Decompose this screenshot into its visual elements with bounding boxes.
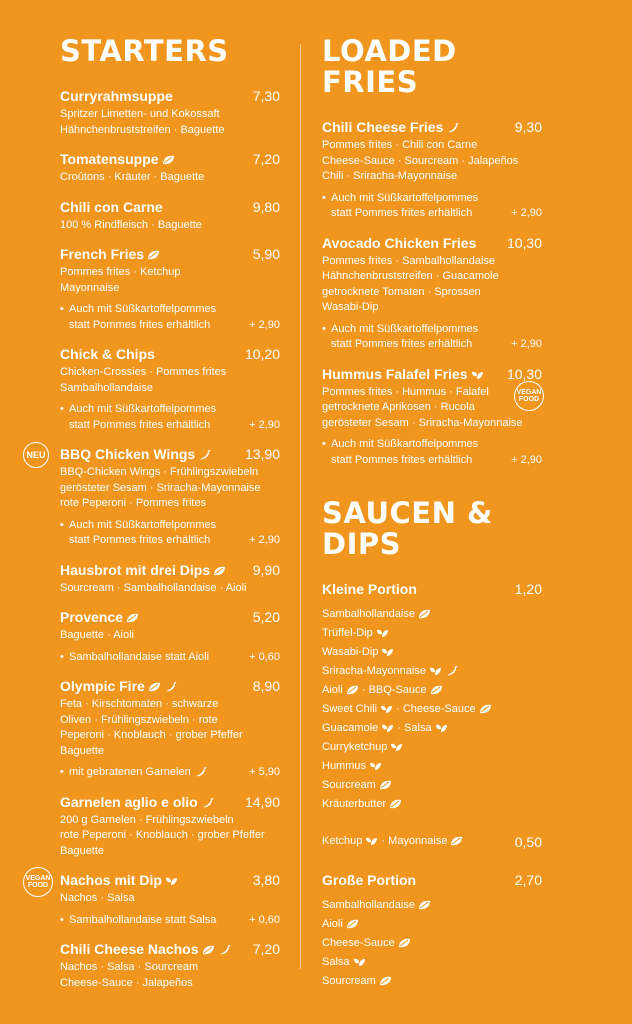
option-line: statt Pommes frites erhältlich xyxy=(69,318,211,331)
sauce-name: Cheese-Sauce xyxy=(322,937,395,949)
item-header xyxy=(60,561,280,579)
description-line: Cheese-Sauce · Sourcream · Jalapeños xyxy=(322,154,519,167)
item-name: BBQ Chicken Wings xyxy=(60,446,196,462)
option-text xyxy=(60,913,216,929)
vegan-badge-text: FOOD xyxy=(518,395,540,403)
chili-icon xyxy=(164,682,177,692)
starters-list xyxy=(25,87,280,991)
item-description xyxy=(322,254,542,316)
sauce-name: Kräuterbutter xyxy=(322,798,387,810)
option-text xyxy=(60,518,216,549)
vegan-food-badge xyxy=(23,867,53,897)
item-price: 5,20 xyxy=(252,609,280,625)
vegan-leaf-icon xyxy=(380,704,393,714)
menu-item xyxy=(60,87,280,138)
menu-item xyxy=(322,365,542,469)
item-option xyxy=(60,402,280,433)
item-header xyxy=(60,245,280,263)
portion-label: Große Portion xyxy=(322,872,417,888)
item-option xyxy=(60,650,280,666)
separator: · xyxy=(393,703,403,715)
description-line: Cheese-Sauce · Jalapeños xyxy=(60,976,193,989)
vegan-badge-text: VEGAN xyxy=(516,388,542,396)
item-name: Chili con Carne xyxy=(60,198,163,215)
menu-item xyxy=(60,793,280,860)
loaded-fries-column xyxy=(322,36,542,991)
sauce-name: Salsa xyxy=(322,956,350,968)
sauce-line xyxy=(322,624,542,643)
menu-item xyxy=(60,150,280,186)
description-line: getrocknete Tomaten · Sprossen xyxy=(322,285,481,298)
sauce-line xyxy=(322,795,542,814)
description-line: Baguette xyxy=(60,844,105,857)
item-price: 7,30 xyxy=(252,88,280,104)
item-name-wrap xyxy=(60,677,177,695)
veggie-leaf-icon xyxy=(126,613,139,623)
option-text xyxy=(322,437,478,468)
sauce-name: Ketchup xyxy=(322,835,363,847)
description-line: gerösteter Sesam · Sriracha-Mayonnaise xyxy=(322,416,523,429)
option-text xyxy=(60,650,209,666)
item-description xyxy=(60,697,280,759)
item-name: Avocado Chicken Fries xyxy=(322,234,477,251)
item-name: Tomatensuppe xyxy=(60,151,159,167)
description-line: Oliven · Frühlingszwiebeln · rote xyxy=(60,713,218,726)
description-line: gerösteter Sesam · Sriracha-Mayonnaise xyxy=(60,481,261,494)
menu-item xyxy=(322,234,542,353)
sauces-title-line1: SAUCEN & xyxy=(322,496,493,530)
item-price: 10,30 xyxy=(506,234,542,251)
menu-item xyxy=(60,198,280,234)
vegan-leaf-icon xyxy=(165,876,178,886)
vegan-leaf-icon xyxy=(429,666,442,676)
description-line: Peperoni · Knoblauch · grober Pfeffer xyxy=(60,729,243,741)
item-price: 9,90 xyxy=(252,561,280,578)
sauce-name: Aioli xyxy=(322,684,343,696)
description-line: 200 g Garnelen · Frühlingszwiebeln xyxy=(60,813,234,826)
description-line: rote Peperoni · Pommes frites xyxy=(60,497,207,509)
item-price: 3,80 xyxy=(252,872,280,888)
item-option xyxy=(60,913,280,929)
item-name: French Fries xyxy=(60,246,145,262)
item-header xyxy=(60,871,280,889)
menu-item xyxy=(60,245,280,333)
veggie-leaf-icon xyxy=(147,250,160,260)
sauce-line xyxy=(322,934,542,953)
item-header xyxy=(60,345,280,363)
vegan-leaf-icon xyxy=(435,723,448,733)
small-portion-block xyxy=(322,580,542,814)
item-name-wrap xyxy=(60,245,160,263)
item-header xyxy=(60,445,280,463)
item-name-wrap xyxy=(322,234,476,252)
chili-icon xyxy=(218,945,231,955)
sauce-name: BBQ-Sauce xyxy=(368,684,427,696)
separator: · xyxy=(358,684,369,696)
description-line: BBQ-Chicken Wings · Frühlingszwiebeln xyxy=(60,466,259,478)
item-description xyxy=(322,385,542,432)
option-price: + 2,90 xyxy=(249,318,280,331)
item-description xyxy=(322,138,542,185)
description-line: rote Peperoni · Knoblauch · grober Pfeffer xyxy=(60,829,265,841)
item-name: Olympic Fire xyxy=(60,678,145,694)
option-line: statt Pommes frites erhältlich xyxy=(331,207,473,219)
option-line: statt Pommes frites erhältlich xyxy=(69,418,211,431)
extra-sauces-row xyxy=(322,832,542,851)
vegan-leaf-icon xyxy=(365,836,378,846)
item-name-wrap xyxy=(60,445,211,463)
option-line: • Auch mit Süßkartoffelpommes xyxy=(331,191,479,204)
item-description xyxy=(60,628,280,644)
veggie-leaf-icon xyxy=(202,945,215,955)
sauce-line xyxy=(322,738,542,757)
item-name-wrap xyxy=(60,608,139,626)
sauce-name: Sriracha-Mayonnaise xyxy=(322,665,426,677)
description-line: Pommes frites · Chili con Carne xyxy=(322,139,478,151)
description-line: Nachos · Salsa xyxy=(60,892,135,904)
veggie-leaf-icon xyxy=(450,836,463,846)
option-line: • mit gebratenen Garnelen xyxy=(69,765,207,781)
item-description xyxy=(60,218,280,234)
portion-price: 1,20 xyxy=(514,581,542,597)
item-description xyxy=(60,960,280,991)
item-name-wrap xyxy=(60,87,173,105)
loaded-fries-list xyxy=(322,118,542,468)
sauce-name: Hummus xyxy=(322,760,367,772)
item-price: 8,90 xyxy=(252,678,280,694)
item-name-wrap xyxy=(60,871,178,889)
option-text xyxy=(60,402,216,433)
description-line: Chicken-Crossies · Pommes frites xyxy=(60,366,227,378)
item-name: Nachos mit Dip xyxy=(60,872,162,888)
item-price: 13,90 xyxy=(244,446,280,462)
sauce-name: Sourcream xyxy=(322,975,376,987)
vegan-leaf-icon xyxy=(390,742,403,752)
sauce-line xyxy=(322,719,542,738)
item-name: Chili Cheese Fries xyxy=(322,119,444,135)
option-text xyxy=(322,191,478,222)
option-line: • Auch mit Süßkartoffelpommes xyxy=(331,322,479,335)
option-price: + 0,60 xyxy=(249,650,280,663)
item-option xyxy=(322,191,542,222)
option-line: • Sambalhollandaise statt Salsa xyxy=(69,913,217,926)
menu-item xyxy=(60,561,280,597)
vegan-leaf-icon xyxy=(353,957,366,967)
description-line: Croûtons · Kräuter · Baguette xyxy=(60,171,205,183)
item-name: Garnelen aglio e olio xyxy=(60,793,198,810)
sauce-name: Guacamole xyxy=(322,722,379,734)
vegan-food-badge xyxy=(514,381,544,411)
item-description xyxy=(60,891,280,907)
sauce-line xyxy=(322,896,542,915)
description-line: Wasabi-Dip xyxy=(322,301,379,313)
item-price: 9,30 xyxy=(514,119,542,135)
item-header xyxy=(60,677,280,695)
description-line: Hähnchenbruststreifen · Baguette xyxy=(60,123,225,136)
option-price: + 2,90 xyxy=(511,453,542,466)
item-name-wrap xyxy=(60,561,226,579)
veggie-leaf-icon xyxy=(398,938,411,948)
sauce-name: Cheese-Sauce xyxy=(402,703,476,715)
option-line: • Auch mit Süßkartoffelpommes xyxy=(69,518,217,531)
veggie-leaf-icon xyxy=(379,976,392,986)
item-price: 7,20 xyxy=(252,941,280,957)
item-option xyxy=(60,302,280,333)
option-line: statt Pommes frites erhältlich xyxy=(69,534,211,546)
vegan-leaf-icon xyxy=(381,723,394,733)
veggie-leaf-icon xyxy=(379,780,392,790)
veggie-leaf-icon xyxy=(430,685,443,695)
vegan-badge-text: VEGAN xyxy=(25,875,51,882)
item-name-wrap xyxy=(60,940,231,958)
vegan-leaf-icon xyxy=(376,628,389,638)
portion-header xyxy=(322,871,542,889)
item-header xyxy=(60,198,280,216)
sauce-name: Sambalhollandaise xyxy=(322,899,415,911)
sauce-line xyxy=(322,643,542,662)
sauce-items xyxy=(322,896,542,991)
description-line: Sourcream · Sambalhollandaise · Aioli xyxy=(60,581,247,594)
item-price: 10,20 xyxy=(244,346,280,362)
item-name-wrap xyxy=(322,365,484,383)
description-line: Nachos · Salsa · Sourcream xyxy=(60,961,199,973)
item-header xyxy=(322,118,542,136)
starters-title: STARTERS xyxy=(60,34,229,68)
item-header xyxy=(60,87,280,105)
description-line: Pommes frites · Hummus · Falafel xyxy=(322,385,489,398)
item-description xyxy=(60,581,280,597)
item-price: 10,30 xyxy=(506,365,542,382)
item-name: Curryrahmsuppe xyxy=(60,88,173,104)
item-name: Provence xyxy=(60,609,124,625)
sauce-name: Salsa xyxy=(404,722,432,734)
item-option xyxy=(60,765,280,781)
chili-icon xyxy=(445,666,458,676)
separator: · xyxy=(378,835,389,847)
sauce-line xyxy=(322,832,463,851)
description-line: Feta · Kirschtomaten · schwarze xyxy=(60,698,219,710)
loaded-fries-title: LOADED FRIES xyxy=(322,34,457,99)
item-name-wrap xyxy=(60,150,175,168)
sauce-line xyxy=(322,972,542,991)
item-description xyxy=(60,365,280,396)
vegan-leaf-icon xyxy=(369,761,382,771)
sauce-name: Curryketchup xyxy=(322,741,388,753)
option-text xyxy=(60,765,207,781)
item-header xyxy=(322,365,542,383)
extra-sauces-price: 0,50 xyxy=(514,833,542,850)
veggie-leaf-icon xyxy=(418,900,431,910)
menu-item xyxy=(26,445,280,549)
sauce-line xyxy=(322,681,542,700)
portion-price: 2,70 xyxy=(514,872,542,888)
item-name: Hausbrot mit drei Dips xyxy=(60,561,211,578)
chili-icon xyxy=(194,767,207,777)
description-line: 100 % Rindfleisch · Baguette xyxy=(60,218,202,231)
item-price: 9,80 xyxy=(252,198,280,215)
description-line: Chili · Sriracha-Mayonnaise xyxy=(322,170,458,182)
sauce-line xyxy=(322,757,542,776)
option-price: + 0,60 xyxy=(249,913,280,926)
item-description xyxy=(60,107,280,138)
sauce-items xyxy=(322,605,542,814)
description-line: getrocknete Aprikosen · Rucola xyxy=(322,401,475,413)
item-name-wrap xyxy=(322,118,459,136)
veggie-leaf-icon xyxy=(389,799,402,809)
description-line: Baguette xyxy=(60,744,105,757)
chili-icon xyxy=(198,450,211,460)
description-line: Hähnchenbruststreifen · Guacamole xyxy=(322,270,499,282)
veggie-leaf-icon xyxy=(213,566,226,576)
item-header xyxy=(60,608,280,626)
large-portion-block xyxy=(322,871,542,991)
item-header xyxy=(60,940,280,958)
extra-sauces xyxy=(322,832,463,851)
item-description xyxy=(60,265,280,296)
item-name-wrap xyxy=(60,793,214,811)
item-name: Hummus Falafel Fries xyxy=(322,365,468,382)
item-name-wrap xyxy=(60,345,155,363)
sauce-name: Sweet Chili xyxy=(322,703,378,715)
portion-header xyxy=(322,580,542,598)
option-price: + 2,90 xyxy=(511,338,542,350)
chili-icon xyxy=(446,123,459,133)
item-description xyxy=(60,813,280,860)
item-header xyxy=(60,150,280,168)
sauce-name: Mayonnaise xyxy=(388,835,448,847)
veggie-leaf-icon xyxy=(346,919,359,929)
separator: · xyxy=(394,722,405,734)
sauce-name: Sambalhollandaise xyxy=(322,608,415,620)
item-option xyxy=(60,518,280,549)
vegan-badge-text: FOOD xyxy=(27,882,49,889)
vegan-leaf-icon xyxy=(471,370,484,380)
vegan-leaf-icon xyxy=(381,647,394,657)
sauce-line xyxy=(322,662,542,681)
menu-item xyxy=(60,677,280,781)
sauce-name: Wasabi-Dip xyxy=(322,646,379,658)
item-description xyxy=(60,465,280,512)
sauce-line xyxy=(322,776,542,795)
option-text xyxy=(322,322,478,353)
veggie-leaf-icon xyxy=(162,155,175,165)
sauce-line xyxy=(322,915,542,934)
option-text xyxy=(60,302,216,333)
description-line: Pommes frites · Sambalhollandaise xyxy=(322,254,496,267)
veggie-leaf-icon xyxy=(418,609,431,619)
description-line: Pommes frites · Ketchup xyxy=(60,266,181,278)
portion-label: Kleine Portion xyxy=(322,581,417,597)
menu-item xyxy=(60,608,280,665)
sauce-line xyxy=(322,605,542,624)
option-line: statt Pommes frites erhältlich xyxy=(331,453,473,466)
description-line: Sambalhollandaise xyxy=(60,381,153,394)
option-line: statt Pommes frites erhältlich xyxy=(331,338,473,350)
sauce-name: Sourcream xyxy=(322,779,376,791)
column-divider xyxy=(300,44,301,969)
item-price: 5,90 xyxy=(252,246,280,262)
item-description xyxy=(60,170,280,186)
option-price: + 2,90 xyxy=(249,418,280,431)
option-price: + 2,90 xyxy=(511,207,542,219)
description-line: Spritzer Limetten- und Kokossaft xyxy=(60,108,220,120)
description-line: Mayonnaise xyxy=(60,281,120,294)
sauce-line xyxy=(322,700,542,719)
menu-item xyxy=(322,118,542,222)
item-name-wrap xyxy=(60,198,163,216)
item-header xyxy=(322,234,542,252)
option-line: • Auch mit Süßkartoffelpommes xyxy=(331,438,479,450)
new-badge: NEU xyxy=(23,442,49,468)
item-name: Chick & Chips xyxy=(60,346,155,362)
menu-item xyxy=(60,345,280,433)
veggie-leaf-icon xyxy=(346,685,359,695)
veggie-leaf-icon xyxy=(479,704,492,714)
chili-icon xyxy=(201,798,214,808)
sauces-title-line2: DIPS xyxy=(322,527,402,561)
sauces-list xyxy=(322,580,542,991)
menu-item xyxy=(60,940,280,991)
menu-item xyxy=(25,871,280,928)
starters-column xyxy=(25,34,280,1003)
item-price: 14,90 xyxy=(244,793,280,810)
description-line: Baguette · Aioli xyxy=(60,629,134,641)
item-header xyxy=(60,793,280,811)
option-line: • Auch mit Süßkartoffelpommes xyxy=(69,403,217,415)
sauce-name: Aioli xyxy=(322,918,343,930)
option-line: • Sambalhollandaise statt Aioli xyxy=(69,650,210,663)
sauce-line xyxy=(322,953,542,972)
sauces-title xyxy=(322,498,542,560)
item-price: 7,20 xyxy=(252,151,280,167)
option-price: + 5,90 xyxy=(249,766,280,778)
sauce-name: Trüffel-Dip xyxy=(322,627,373,639)
item-option xyxy=(322,322,542,353)
item-name: Chili Cheese Nachos xyxy=(60,941,199,957)
item-option xyxy=(322,437,542,468)
option-line: • Auch mit Süßkartoffelpommes xyxy=(69,303,217,315)
veggie-leaf-icon xyxy=(148,682,161,692)
option-price: + 2,90 xyxy=(249,534,280,546)
